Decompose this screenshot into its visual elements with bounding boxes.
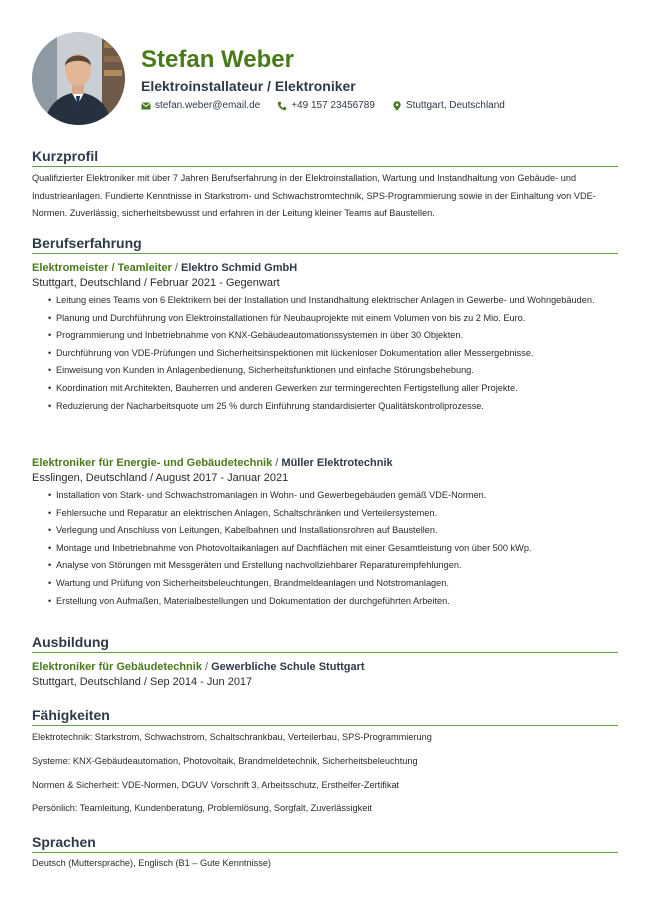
job-role: Elektroniker für Energie- und Gebäudetechnik bbox=[32, 457, 273, 469]
list-item: • Montage und Inbetriebnahme von Photovoltaikanlagen auf Dachflächen mit einer Gesamtleistung von über 500 kWp. bbox=[48, 540, 608, 558]
candidate-name: Stefan Weber bbox=[141, 46, 294, 73]
list-item: • Analyse von Störungen mit Messgeräten und Erstellung nachvollziehbarer Reparaturempfehlungen. bbox=[48, 557, 608, 575]
job-separator: / bbox=[150, 472, 154, 484]
list-item: • Durchführung von VDE-Prüfungen und Sicherheitsinspektionen mit lückenloser Dokumentation aller Messergebnisse. bbox=[48, 345, 608, 363]
education-degree: Elektroniker für Gebäudetechnik bbox=[32, 661, 202, 673]
job-location: Stuttgart, Deutschland bbox=[32, 277, 141, 289]
location-text: Stuttgart, Deutschland bbox=[405, 100, 505, 111]
education-separator: / bbox=[143, 676, 147, 688]
list-item: • Fehlersuche und Reparatur an elektrischen Anlagen, Schaltschränken und Verteilersystemen. bbox=[48, 505, 608, 523]
section-heading-languages: Sprachen bbox=[32, 833, 618, 853]
contact-info bbox=[141, 100, 522, 111]
job-period: Februar 2021 - Gegenwart bbox=[150, 277, 280, 289]
list-item: • Reduzierung der Nacharbeitsquote um 25 % durch Einführung standardisierter Qualitätskontrollprozesse. bbox=[48, 398, 608, 416]
job-bullets-2 bbox=[48, 487, 608, 610]
job-separator: / bbox=[143, 277, 147, 289]
education-title bbox=[32, 660, 365, 674]
list-item: • Einweisung von Kunden in Anlagenbedienung, Sicherheitsfunktionen und einfache Störungsbehebung. bbox=[48, 362, 608, 380]
education-school: Gewerbliche Schule Stuttgart bbox=[211, 661, 365, 673]
job-meta-2 bbox=[32, 471, 288, 485]
education-location: Stuttgart, Deutschland bbox=[32, 676, 141, 688]
contact-location bbox=[392, 100, 505, 111]
job-location: Esslingen, Deutschland bbox=[32, 472, 147, 484]
section-heading-experience: Berufserfahrung bbox=[32, 234, 618, 254]
map-pin-icon bbox=[392, 101, 402, 111]
list-item: • Leitung eines Teams von 6 Elektrikern bei der Installation und Instandhaltung elektrischer Anlagen in Gewerbe- und Wohngebäuden. bbox=[48, 292, 608, 310]
section-heading-education: Ausbildung bbox=[32, 633, 618, 653]
envelope-icon bbox=[141, 101, 151, 111]
languages-text: Deutsch (Muttersprache), Englisch (B1 – Gute Kenntnisse) bbox=[32, 858, 271, 868]
job-bullets-1 bbox=[48, 292, 608, 415]
list-item: • Wartung und Prüfung von Sicherheitsbeleuchtungen, Brandmeldeanlagen und Notstromanlagen. bbox=[48, 575, 608, 593]
list-item: • Planung und Durchführung von Elektroinstallationen für Neubauprojekte mit einem Volumen von bis zu 2 Mio. Euro. bbox=[48, 310, 608, 328]
avatar bbox=[32, 32, 125, 125]
skill-line: Systeme: KNX-Gebäudeautomation, Photovoltaik, Brandmeldetechnik, Sicherheitsbeleuchtung bbox=[32, 756, 418, 766]
job-title-2 bbox=[32, 456, 393, 470]
list-item: • Erstellung von Aufmaßen, Materialbestellungen und Dokumentation der durchgeführten Arbeiten. bbox=[48, 593, 608, 611]
job-company: Müller Elektrotechnik bbox=[281, 457, 393, 469]
skill-line: Elektrotechnik: Starkstrom, Schwachstrom, Schaltschrankbau, Verteilerbau, SPS-Programmierung bbox=[32, 732, 432, 742]
education-separator: / bbox=[205, 661, 209, 673]
job-separator: / bbox=[275, 457, 279, 469]
resume-header bbox=[32, 32, 622, 127]
phone-icon bbox=[277, 101, 287, 111]
list-item: • Programmierung und Inbetriebnahme von KNX-Gebäudeautomationssystemen in über 30 Objekten. bbox=[48, 327, 608, 345]
section-heading-profile: Kurzprofil bbox=[32, 147, 618, 167]
candidate-title: Elektroinstallateur / Elektroniker bbox=[141, 78, 356, 94]
phone-text: +49 157 23456789 bbox=[291, 100, 375, 111]
job-separator: / bbox=[174, 262, 178, 274]
profile-photo bbox=[32, 32, 125, 125]
job-company: Elektro Schmid GmbH bbox=[181, 262, 298, 274]
section-heading-skills: Fähigkeiten bbox=[32, 706, 618, 726]
skill-line: Persönlich: Teamleitung, Kundenberatung, Problemlösung, Sorgfalt, Zuverlässigkeit bbox=[32, 803, 372, 813]
job-role: Elektromeister / Teamleiter bbox=[32, 262, 172, 274]
email-text: stefan.weber@email.de bbox=[155, 100, 261, 111]
education-period: Sep 2014 - Jun 2017 bbox=[150, 676, 253, 688]
contact-email[interactable] bbox=[141, 100, 260, 111]
education-meta bbox=[32, 675, 252, 689]
list-item: • Installation von Stark- und Schwachstromanlagen in Wohn- und Gewerbegebäuden gemäß VDE-Normen. bbox=[48, 487, 608, 505]
job-period: August 2017 - Januar 2021 bbox=[155, 472, 289, 484]
contact-phone[interactable] bbox=[277, 100, 375, 111]
job-title-1 bbox=[32, 261, 297, 275]
profile-summary: Qualifizierter Elektroniker mit über 7 Jahren Berufserfahrung in der Elektroinstallation, Wartung und Instandhaltung von Gebäude- und Industrieanlagen. Fundierte Kenntnisse in Starkstrom- und Schwachstromtechnik, SPS-Programmierung sowie in der Einhaltung von VDE-Normen. Zuverlässig, sicherheitsbewusst und erfahren in der Leitung kleiner Teams auf Baustellen. bbox=[32, 173, 596, 218]
list-item: • Verlegung und Anschluss von Leitungen, Kabelbahnen und Installationsrohren auf Baustellen. bbox=[48, 522, 608, 540]
job-meta-1 bbox=[32, 276, 280, 290]
list-item: • Koordination mit Architekten, Bauherren und anderen Gewerken zur termingerechten Fertigstellung aller Projekte. bbox=[48, 380, 608, 398]
skill-line: Normen & Sicherheit: VDE-Normen, DGUV Vorschrift 3, Arbeitsschutz, Ersthelfer-Zertifikat bbox=[32, 780, 400, 790]
